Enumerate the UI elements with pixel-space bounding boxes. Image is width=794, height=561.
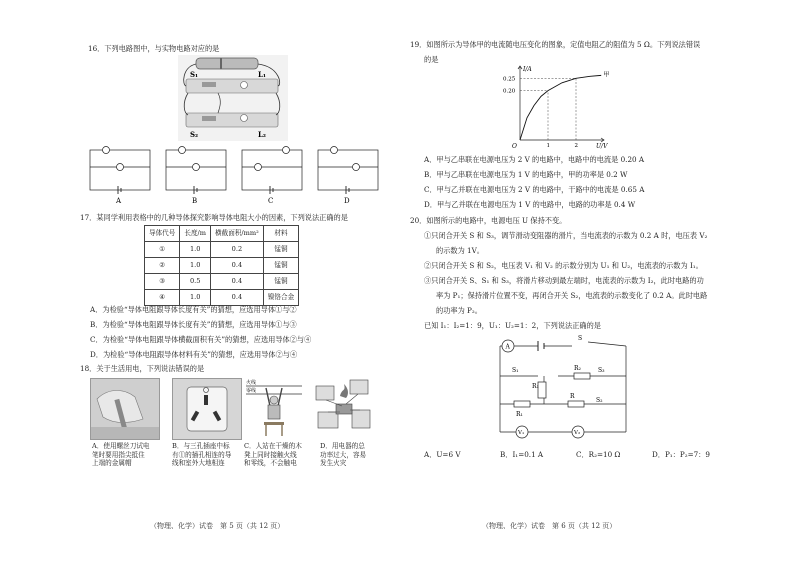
iu-chart [500,62,610,150]
switch-s-label: S [578,335,583,342]
resistor-r1-side-label: R₁ [532,383,539,390]
x-tick-label: 2 [574,143,578,149]
table-row [145,258,299,274]
q20-line-4: ②只闭合开关 S 和 S₂，电压表 V₁ 和 V₂ 的示数分别为 U₁ 和 U₂，电流表的示数为 I₁。 [424,261,703,270]
y-tick-label: 0.25 [503,76,516,83]
q17-option-d: D．为检验“导体电阻跟导体材料有关”的猜想，应选用导体②与④ [90,350,298,359]
option-c-label: C [268,197,274,205]
q20-circuit [488,332,638,442]
physical-circuit-photo [178,55,288,141]
q20-line-1: 20．如图所示的电路中，电源电压 U 保持不变。 [410,216,567,225]
q18-picture-a [90,378,160,440]
option-b-label: B [192,197,198,205]
q18-caption-d: D．用电器的总 功率过大，容易 发生火灾 [320,442,367,468]
table-header: 长度/m [180,226,211,242]
q20-line-3: 的示数为 1V。 [436,246,484,255]
origin-label: O [512,143,517,150]
q18-caption-a: A．使用螺丝刀试电 笔时要用指尖抵住 上端的金属帽 [92,442,150,468]
q18-picture-c [244,378,304,438]
table-cell: 0.4 [211,274,264,290]
table-cell: 0.4 [211,290,264,306]
table-cell: 镍铬合金 [263,290,298,306]
table-header: 材料 [263,226,298,242]
q18-caption-c: C．人站在干燥的木 凳上同时接触火线 和零线，不会触电 [244,442,302,468]
table-cell: 0.2 [211,242,264,258]
test-pen-hand-image [91,379,159,439]
ammeter-label: A [505,343,510,351]
q20-option-d: D．P₁：P₂=7：9 [652,450,710,459]
switch-s3-label: S₃ [598,367,605,374]
table-header-row [145,226,299,242]
switch-s2-label: S₂ [596,397,603,404]
wire-label-neutral: 零线 [246,388,257,394]
table-cell: 1.0 [180,258,211,274]
q20-line-7: 的功率为 P₂。 [436,306,482,315]
option-a-label: A [116,197,122,205]
voltmeter-v2-label: V₂ [574,430,581,436]
q16-circuit-options [86,145,386,205]
table-cell: ① [145,242,180,258]
left-page-footer: （物理、化学）试卷 第 5 页（共 12 页） [150,522,285,530]
q16-photo [178,55,288,141]
q18-picture-b [172,378,242,440]
q18-picture-d [312,376,376,438]
table-row [145,274,299,290]
overloaded-socket-image [312,376,376,438]
q17-option-a: A．为检验“导体电阻跟导体长度有关”的猜想，应选用导体①与② [90,305,297,314]
right-page-footer: （物理、化学）试卷 第 6 页（共 12 页） [482,522,617,530]
table-row [145,290,299,306]
table-header: 导体代号 [145,226,180,242]
q20-line-2: ①只闭合开关 S 和 S₃，调节滑动变阻器的滑片，当电流表的示数为 0.2 A 时，电压表 V₂ [424,231,708,240]
table-header: 横截面积/mm² [211,226,264,242]
series-label-jia: 甲 [603,71,610,79]
table-cell: ② [145,258,180,274]
q19-option-a: A．甲与乙串联在电源电压为 2 V 的电路中，电路中的电流是 0.20 A [424,155,645,164]
q20-line-8: 已知 I₁：I₂=1：9，U₁：U₂=1：2，下列说法正确的是 [424,321,601,330]
x-axis-label: U/V [596,143,608,150]
q17-option-b: B．为检验“导体电阻跟导体长度有关”的猜想，应选用导体①与③ [90,320,297,329]
q20-line-5: ③只闭合开关 S、S₁ 和 S₃，将滑片移动到最左端时，电流表的示数为 I₂，此时电路的功 [424,276,704,285]
table-cell: 0.4 [211,258,264,274]
table-cell: ④ [145,290,180,306]
table-cell: 锰铜 [263,274,298,290]
table-cell: 锰铜 [263,242,298,258]
y-tick-label: 0.20 [503,88,516,95]
q20-line-6: 率为 P₁；保持滑片位置不变，再闭合开关 S₂，电流表的示数变化了 0.2 A。此时电路 [436,291,708,300]
three-hole-socket-image [173,379,241,439]
q18-caption-b: B．与三孔插座中标 有①的插孔相连的导 线和室外大地相连 [172,442,232,468]
q19-option-d: D．甲与乙并联在电源电压为 1 V 的电路中，电路的功率是 0.4 W [424,200,636,209]
q17-title: 17．某同学利用表格中的几种导体探究影响导体电阻大小的因素，下列说法正确的是 [80,213,348,222]
q19-title-line1: 19．如图所示为导体甲的电流随电压变化的图象，定值电阻乙的阻值为 5 Ω。下列说法错误 [410,40,701,49]
label-s1: S₁ [190,70,199,79]
series-line-jia [520,75,601,140]
person-on-stool-image [244,378,304,438]
q20-circuit-diagram [488,332,638,442]
q16-title: 16．下列电路图中，与实物电路对应的是 [88,44,220,53]
iu-graph [500,62,610,150]
rheostat-r-label: R [570,393,575,400]
table-cell: ③ [145,274,180,290]
q19-option-c: C．甲与乙并联在电源电压为 2 V 的电路中，干路中的电流是 0.65 A [424,185,645,194]
option-d-label: D [344,197,350,205]
table-cell: 1.0 [180,290,211,306]
q19-title-line2: 的是 [424,55,439,64]
label-s2: S₂ [190,130,199,139]
label-l1: L₁ [258,70,266,79]
x-tick-label: 1 [546,143,550,149]
table-cell: 1.0 [180,242,211,258]
table-row [145,242,299,258]
q20-option-b: B．I₁=0.1 A [500,450,544,459]
resistor-r2-label: R₂ [574,365,581,372]
q19-option-b: B．甲与乙串联在电源电压为 1 V 的电路中，甲的功率是 0.2 W [424,170,628,179]
q16-options [86,145,386,205]
voltmeter-v1-label: V₁ [518,430,525,436]
table-cell: 锰铜 [263,258,298,274]
y-axis-label: I/A [523,66,532,73]
q18-title: 18．关于生活用电，下列说法错误的是 [80,364,205,373]
wire-label-live: 火线 [246,380,257,386]
material-table [144,225,299,306]
q20-option-a: A．U=6 V [424,450,461,459]
q17-option-c: C．为检验“导体电阻跟导体横截面积有关”的猜想，应选用导体②与④ [90,335,312,344]
switch-s1-label: S₁ [512,367,519,374]
q20-option-c: C．R₂=10 Ω [576,450,621,459]
resistor-r1-label: R₁ [516,411,523,418]
label-l2: L₂ [258,130,266,139]
table-cell: 0.5 [180,274,211,290]
